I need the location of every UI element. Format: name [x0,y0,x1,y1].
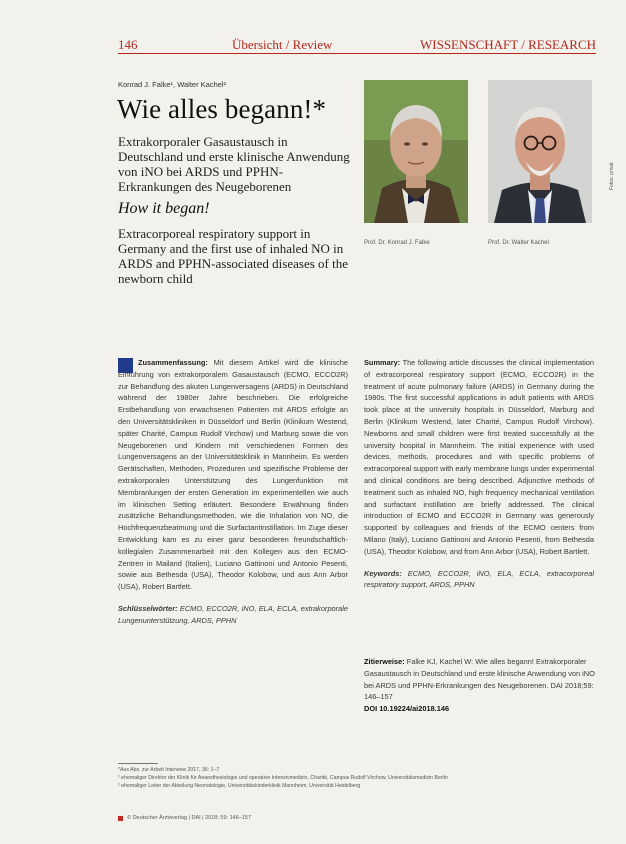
keywords [364,568,594,592]
author-photo-falke [364,80,468,223]
schluesselwoerter-label: Schlüsselwörter: [118,603,178,613]
zusammenfassung-column [118,357,348,627]
page-number: 146 [118,37,138,52]
zusammenfassung-label: Zusammenfassung: [138,358,208,367]
keywords-text: ECMO, ECCO2R, iNO, ELA, ECLA, extracorporeal respiratory support, ARDS, PPHN [364,568,594,590]
summary-column [364,357,594,591]
doi: DOI 10.19224/ai2018.146 [364,704,450,714]
zusammenfassung-text: Mit diesem Artikel wird die klinische Einführung von extrakorporalem Gasaustausch (ECMO, ECCO2R) zur Behandlung des akuten Lungenversagens (ARDS) in Deutschland während der 1980er Jahre beschrieben. Die erfolgreiche Erstbehandlung von erwachsenen Patienten mit ARDS erfolgte an den Universitätskliniken in Düsseldorf und Berlin (Klinikum Westend, später Charité, Campus Rudolf Virchow) und Marburg sowie die von Neugeborenen und Kindern mit verschiedenen Formen des Lungenversagens an der Universitätsklinik in Mannheim. Es werden Gerätschaften, Methoden, Prozeduren und spezifische Probleme der extrakorporalen Unterstützung des Lungenfunktion mit Membranlungen der ersten Generation im experimentellen wie auch im klinischen Setting erläutert. Besondere Erwähnung finden zusätzliche Behandlungsmethoden, wie die Inhalation von NO, die Hochfrequenzbeatmung und die Surfactantinstillation. Im Zuge dieser Entwicklung kam es zu einer ganz besonderen freundschaftlich-kollegialen Zusammenarbeit mit den Kollegen aus den ECMO-Zentren in Mailand (Italien), Luciano Gattinoni und Antonio Pesenti, sowie aus Bethesda (USA), Theodor Kolobow, und aus Ann Arbor (USA), Robert Bartlett. [118,358,349,592]
keywords-label: Keywords: [364,568,402,578]
footnote-2: ¹ ehemaliger Direktor der Klinik für Anaesthesiologie und operative Intensivmedizin, Charité, Campus Rudolf Virchow, Universitätsmedizin Berlin [118,775,448,781]
authors: Konrad J. Falke¹, Walter Kachel² [118,80,227,89]
article-title: Wie alles begann!* [117,94,327,124]
schluesselwoerter [118,603,348,627]
footer-marker-icon [118,816,123,821]
schluesselwoerter-text: ECMO, ECCO2R, iNO, ELA, ECLA, extrakorporale Lungenunterstützung, ARDS, PPHN [118,603,348,625]
header-rule [118,53,596,54]
summary-label: Summary: [364,358,401,367]
citation-block [364,656,596,715]
footnote-rule [118,763,158,764]
photo-caption-falke: Prof. Dr. Konrad J. Falke [364,240,430,246]
citation-label: Zitierweise: [364,657,405,666]
photo-credit: Fotos: privat [609,162,615,190]
english-title: How it began! [118,200,210,217]
photo-caption-kachel: Prof. Dr. Walter Kachel [488,240,549,246]
footnote-3: ² ehemaliger Leiter der Abteilung Neonatologie, Universitätskinderklinik Mannheim, Universität Heidelberg [118,783,361,789]
section-label: Übersicht / Review [232,37,333,52]
summary-text: The following article discusses the clinical implementation of extracorporeal respiratory support (ECMO, ECCO2R) in the treatment of acute pulmonary failure (ARDS) in Germany during the 1980s. The first successful applications in adult patients with ARDS took place at the university hospitals in Düsseldorf, Marburg and Berlin (Klinikum Westend, later Charité, Campus Rudolf Virchow). Newborns and small children were first treated successfully at the university hospital in Mannheim. The initial experience with used devices, methods, procedures and with specific problems of extracorporeal support with early membrane lungs under experimental and clinical conditions are being described. Adjunctive methods of treatment such as inhaled NO, high frequency mechanical ventilation and surfactant instillation are briefly addressed. The clinical introduction of ECMO and ECCO2R in Germany was generously supported by colleagues and friends of the ECMO centers from Milano (Italy), Luciano Gattinoni and Antonio Pesenti, from Bethesda (USA), Theodor Kolobow, and from Ann Arbor (USA), Robert Bartlett. [364,358,594,556]
author-photo-kachel [488,80,592,223]
category-label: WISSENSCHAFT / RESEARCH [419,37,596,52]
english-subtitle: Extracorporeal respiratory support in Germany and the first use of inhaled NO in ARDS and PPHN-associated diseases of the newborn child [118,226,348,286]
citation-text: Falke KJ, Kachel W: Wie alles begann! Extrakorporaler Gasaustausch in Deutschland und erste klinische Anwendung von iNO bei ARDS und PPHN-Erkrankungen des Neugeborenen. DAI 2018;59: 146–157 [364,657,595,702]
footnote-1: *Aus Abs. zur Arbeit Interview 2017, 36: 1–7 [118,767,220,773]
article-subtitle: Extrakorporaler Gasaustausch in Deutschland und erste klinische Anwendung von iNO bei ARDS und PPHN-Erkrankungen des Neugeborenen [118,134,350,194]
footer-text: © Deutscher Ärzteverlag | DAI | 2018; 59: 146–157 [127,815,252,821]
